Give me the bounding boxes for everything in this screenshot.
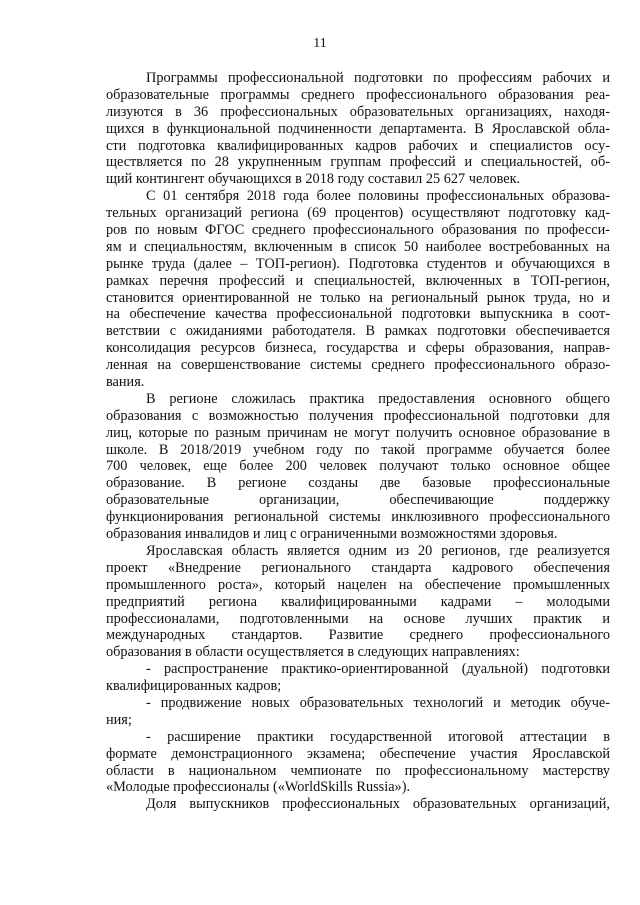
text-line: щихся в функциональной подчиненности департамента. В Ярославской обла- — [106, 120, 610, 137]
text-line: образование. В регионе созданы две базовые профессиональные — [106, 475, 610, 492]
text-line: ям и специальностям, включенным в список 50 наиболее востребованных на — [106, 238, 610, 255]
text-line: 700 человек, еще более 200 человек получают только основное общее — [106, 458, 610, 475]
text-line: лизуются в 36 профессиональных образовательных организациях, находя- — [106, 103, 610, 120]
paragraph — [106, 188, 610, 391]
paragraph — [106, 70, 610, 188]
text-line: промышленного роста», который нацелен на обеспечение промышленных — [106, 576, 610, 593]
paragraph — [106, 391, 610, 543]
paragraph — [106, 695, 610, 729]
text-line: лиц, которые по разным причинам не могут получить основное образование в — [106, 424, 610, 441]
text-line: - расширение практики государственной итоговой аттестации в — [146, 728, 610, 745]
text-line: области в национальном чемпионате по профессиональному мастерству — [106, 762, 610, 779]
text-line: Программы профессиональной подготовки по профессиям рабочих и — [146, 70, 610, 86]
text-line: ленная на совершенствование системы среднего профессионального образо- — [106, 357, 610, 374]
text-line: квалифицированных кадров; — [106, 678, 282, 695]
text-line: В регионе сложилась практика предоставления основного общего — [146, 390, 610, 407]
text-line: Доля выпускников профессиональных образовательных организаций, — [146, 796, 610, 813]
text-line: вания. — [106, 374, 145, 391]
text-line: образования инвалидов и лиц с ограниченными возможностями здоровья. — [106, 526, 558, 543]
text-line: образовательные программы среднего профессионального образования реа- — [106, 86, 610, 103]
text-line: функционирования региональной системы инклюзивного профессионального — [106, 509, 610, 526]
text-line: профессионалами, подготовленными на основе лучших практик и — [106, 610, 610, 627]
text-line: становится ориентированной не только на региональный рынок труда, но и — [106, 289, 610, 306]
text-line: рамках перечня профессий и специальностей, включенных в ТОП-регион, — [106, 272, 610, 289]
text-line: ветствии с ожиданиями работодателя. В рамках подготовки обеспечивается — [106, 323, 610, 340]
paragraph — [106, 796, 610, 813]
text-line: ществляется по 28 укрупненным группам профессий и специальностей, об- — [106, 154, 610, 171]
text-line: формате демонстрационного экзамена; обеспечение участия Ярославской — [106, 745, 610, 762]
paragraph — [106, 661, 610, 695]
text-line: сти подготовка квалифицированных кадров рабочих и специалистов осу- — [106, 137, 610, 154]
text-line: рынке труда (далее – ТОП-регион). Подготовка студентов и обучающихся в — [106, 255, 610, 272]
text-line: ров по новым ФГОС среднего профессионального образования по професси- — [106, 222, 610, 239]
paragraph — [106, 543, 610, 661]
text-line: на обеспечение качества профессиональной подготовки выпускника в соот- — [106, 306, 610, 323]
text-line: консолидация ресурсов бизнеса, государства и сферы образования, направ- — [106, 340, 610, 357]
text-line: щий контингент обучающихся в 2018 году составил 25 627 человек. — [106, 171, 521, 188]
text-line: школе. В 2018/2019 учебном году по такой программе обучается более — [106, 441, 610, 458]
page-number: 11 — [313, 36, 327, 51]
text-line: образования с возможностью получения профессиональной подготовки для — [106, 407, 610, 424]
text-line: С 01 сентября 2018 года более половины профессиональных образова- — [146, 188, 610, 205]
text-line: тельных организаций региона (69 процентов) осуществляют подготовку кад- — [106, 205, 610, 222]
body-text — [106, 70, 610, 813]
text-line: - распространение практико-ориентированной (дуальной) подготовки — [146, 661, 610, 678]
text-line: предприятий региона квалифицированными кадрами – молодыми — [106, 593, 610, 610]
text-line: ния; — [106, 711, 132, 728]
text-line: «Молодые профессионалы («WorldSkills Russia»). — [106, 779, 411, 796]
text-line: образования в области осуществляется в следующих направлениях: — [106, 644, 520, 661]
text-line: международных стандартов. Развитие среднего профессионального — [106, 627, 610, 644]
paragraph — [106, 729, 610, 797]
text-line: - продвижение новых образовательных технологий и методик обуче- — [146, 694, 610, 711]
text-line: образовательные организации, обеспечивающие поддержку — [106, 492, 610, 509]
text-line: Ярославская область является одним из 20 регионов, где реализуется — [146, 542, 610, 559]
text-line: проект «Внедрение регионального стандарта кадрового обеспечения — [106, 559, 610, 576]
